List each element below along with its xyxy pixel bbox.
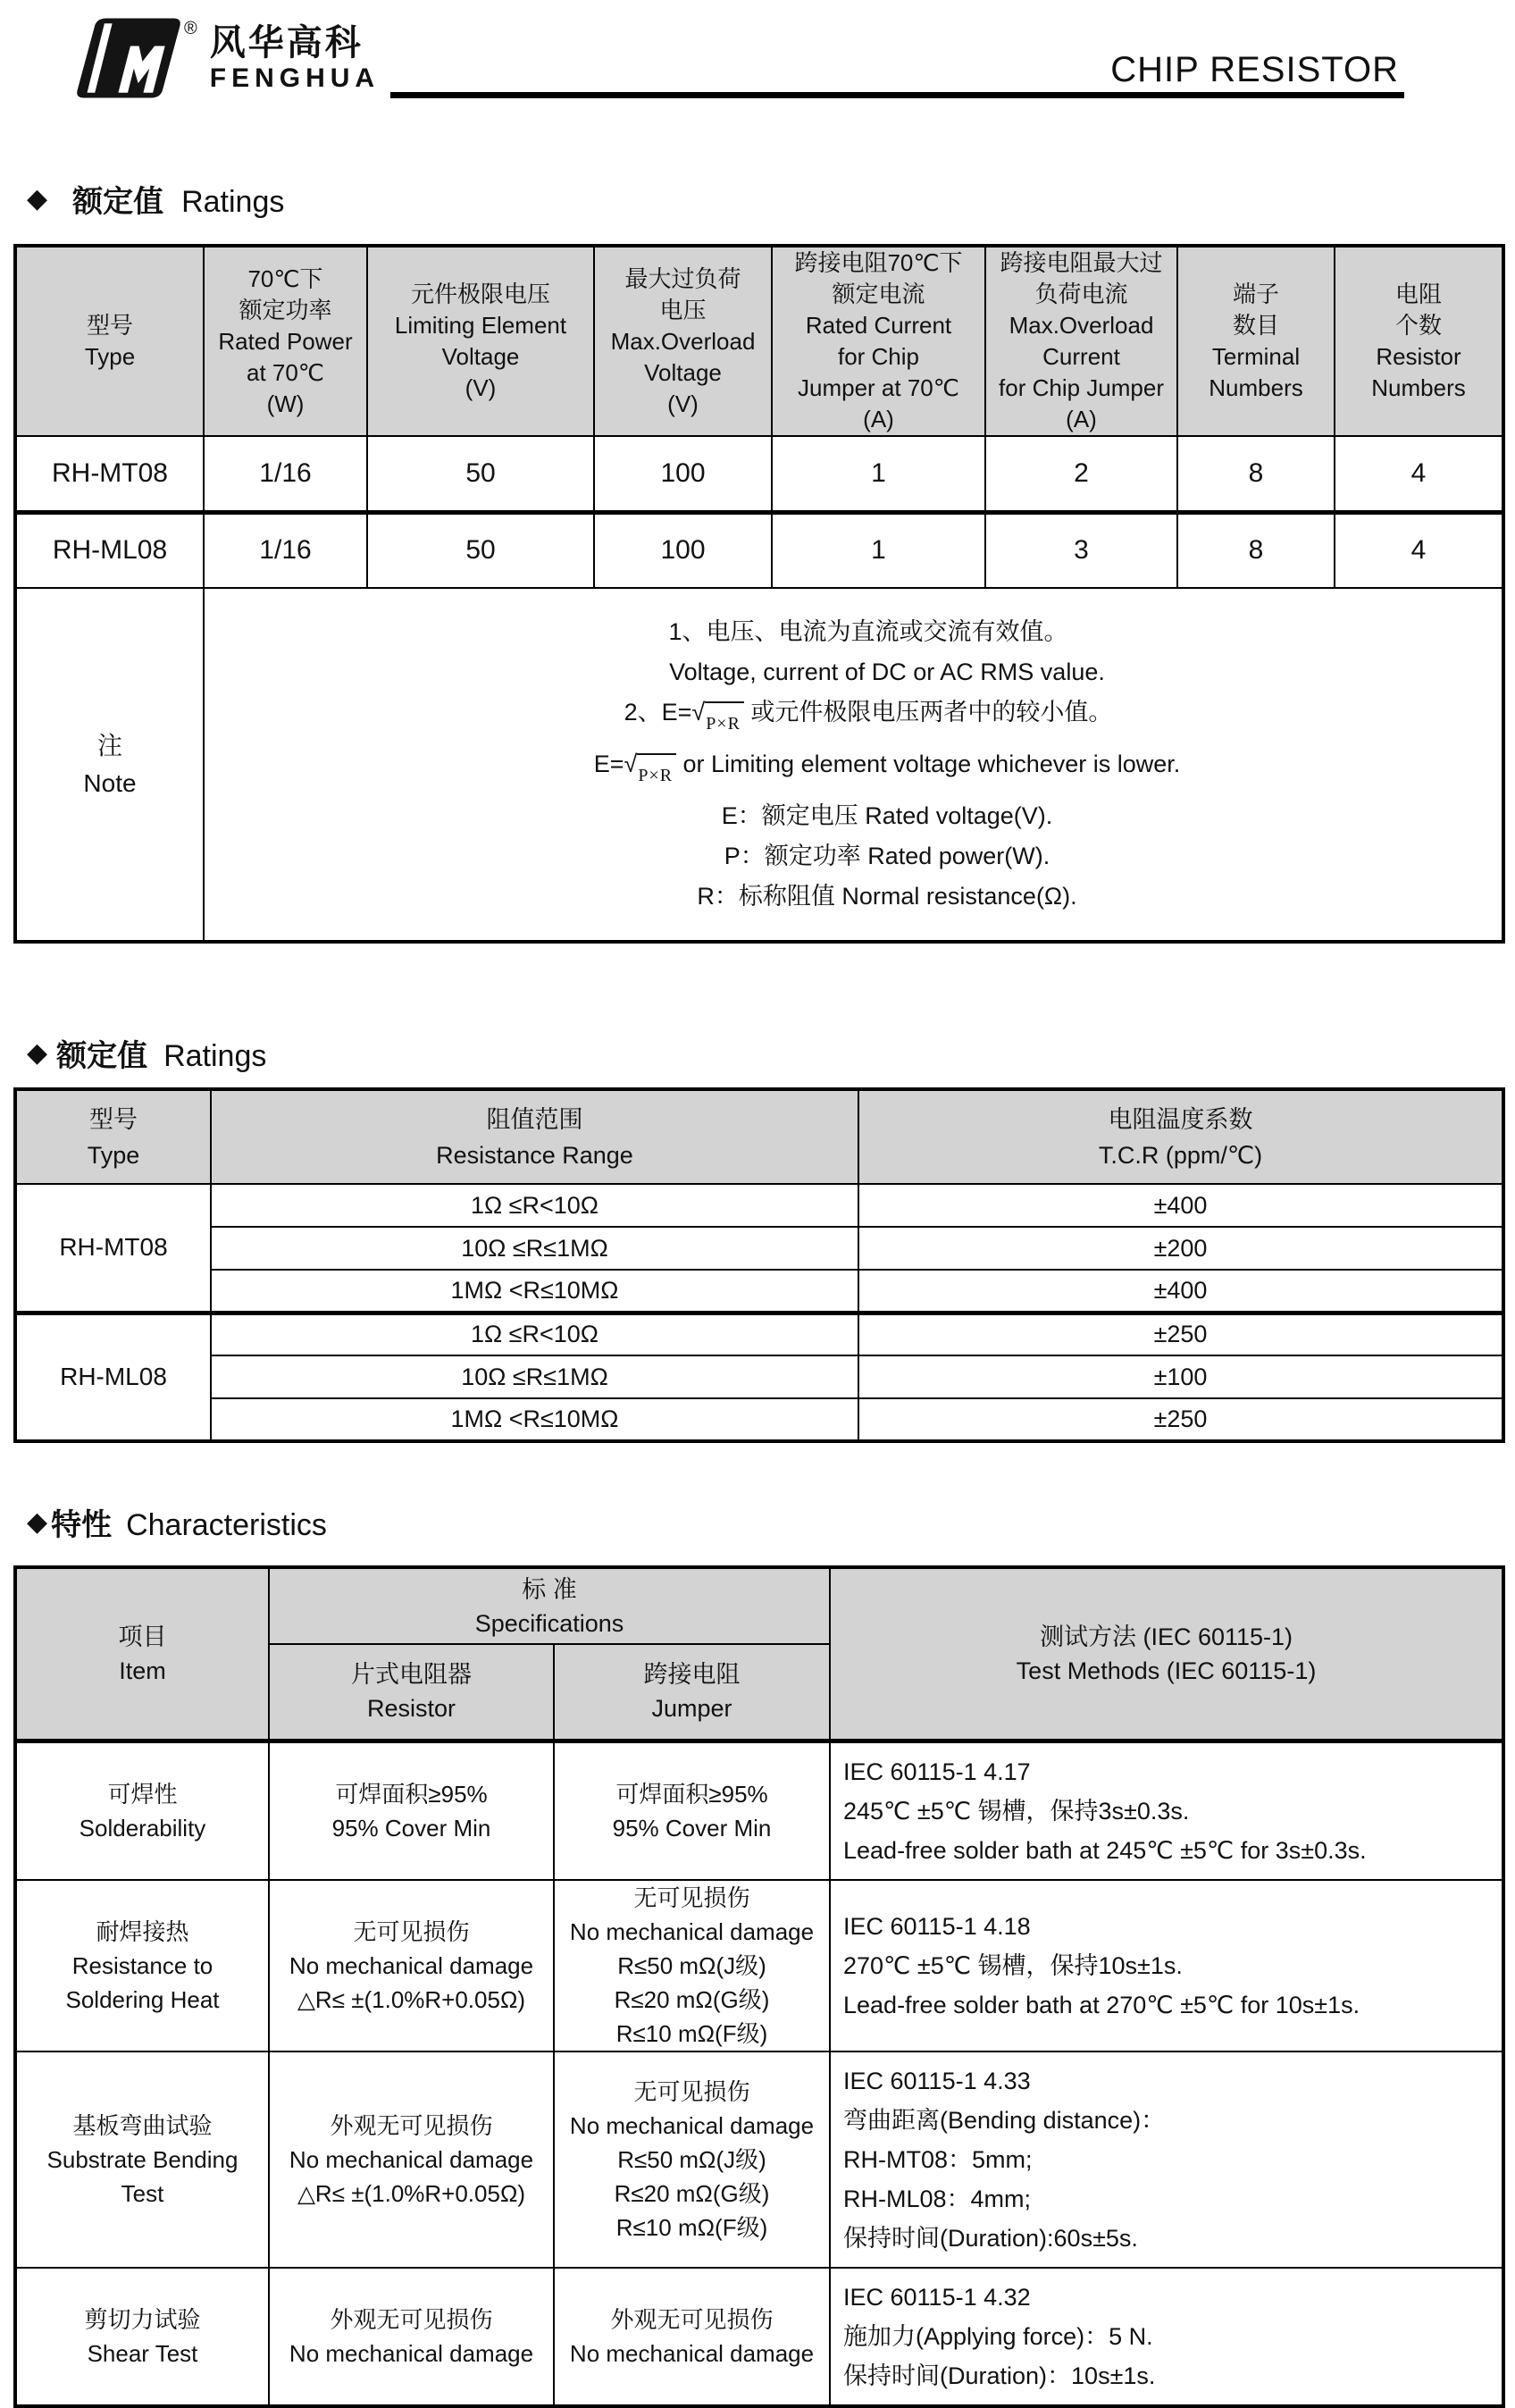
cell-resistance-range: 1MΩ <R≤10MΩ xyxy=(211,1398,858,1441)
cell-jumper-spec: 无可见损伤 No mechanical damage R≤50 mΩ(J级) R≤20 mΩ(G级) R≤10 mΩ(F级) xyxy=(554,2051,830,2268)
ratings1-row-rh-ml08 xyxy=(15,512,1503,588)
brand-text xyxy=(210,16,380,93)
cell-type-rh-ml08: RH-ML08 xyxy=(15,1313,211,1441)
cell-resistance-range: 1Ω ≤R<10Ω xyxy=(211,1184,858,1227)
cell-test-method: IEC 60115-1 4.18 270℃ ±5℃ 锡槽，保持10s±1s. Lead-free solder bath at 270℃ ±5℃ for 10s±1s. xyxy=(830,1880,1503,2051)
header-cell-max-overload-current: 跨接电阻最大过 负荷电流 Max.Overload Current for Chip Jumper (A) xyxy=(985,246,1177,436)
cell-type-rh-mt08: RH-MT08 xyxy=(15,1184,211,1313)
cell-max-overload-current: 2 xyxy=(985,436,1177,512)
section-heading-characteristics xyxy=(27,1500,1515,1544)
cell-resistor-numbers: 4 xyxy=(1335,436,1503,512)
cell-terminal-numbers: 8 xyxy=(1177,512,1335,588)
cell-item: 基板弯曲试验 Substrate Bending Test xyxy=(15,2051,269,2268)
cell-jumper-spec: 可焊面积≥95% 95% Cover Min xyxy=(554,1741,830,1880)
cell-test-method: IEC 60115-1 4.17 245℃ ±5℃ 锡槽，保持3s±0.3s. Lead-free solder bath at 245℃ ±5℃ for 3s±0.3s. xyxy=(830,1741,1503,1880)
diamond-bullet-icon: ◆ xyxy=(27,1038,48,1068)
header-cell-resistor-numbers: 电阻 个数 Resistor Numbers xyxy=(1335,246,1503,436)
section-title-cn: 额定值 xyxy=(72,185,164,219)
ratings2-row xyxy=(15,1227,1503,1270)
cell-resistance-range: 1Ω ≤R<10Ω xyxy=(211,1313,858,1355)
cell-resistance-range: 10Ω ≤R≤1MΩ xyxy=(211,1227,858,1270)
note-line-1: 1、电压、电流为直流或交流有效值。 xyxy=(668,618,1068,645)
cell-rated-power: 1/16 xyxy=(204,512,367,588)
cell-resistor-spec: 外观无可见损伤 No mechanical damage xyxy=(269,2268,554,2406)
section-title-en: Ratings xyxy=(163,1039,267,1073)
cell-terminal-numbers: 8 xyxy=(1177,436,1335,512)
ratings2-row xyxy=(15,1270,1503,1313)
characteristics-row-solderability xyxy=(15,1741,1503,1880)
characteristics-header-row-1 xyxy=(15,1567,1503,1644)
ratings2-row xyxy=(15,1355,1503,1398)
ratings-table-2 xyxy=(13,1087,1505,1443)
header-cell-jumper: 跨接电阻 Jumper xyxy=(554,1644,830,1741)
cell-tcr: ±400 xyxy=(858,1270,1503,1313)
ratings2-row xyxy=(15,1313,1503,1355)
section-title-cn: 特性 xyxy=(51,1508,113,1542)
note-line-3: 2、E= √ P×R 或元件极限电压两者中的较小值。 xyxy=(251,692,1486,744)
cell-tcr: ±100 xyxy=(858,1355,1503,1398)
characteristics-table xyxy=(13,1565,1505,2408)
section-title-cn: 额定值 xyxy=(56,1039,148,1073)
cell-item: 耐焊接热 Resistance to Soldering Heat xyxy=(15,1880,269,2051)
page-header xyxy=(0,0,1515,100)
cell-tcr: ±250 xyxy=(858,1313,1503,1355)
header-cell-specifications: 标 准 Specifications xyxy=(269,1567,830,1644)
document-title: CHIP RESISTOR xyxy=(1110,50,1399,89)
characteristics-row-soldering-heat xyxy=(15,1880,1503,2051)
header-cell-resistance-range: 阻值范围 Resistance Range xyxy=(211,1089,858,1184)
cell-test-method: IEC 60115-1 4.33 弯曲距离(Bending distance)： RH-MT08：5mm; RH-ML08：4mm; 保持时间(Duration):60s±5s. xyxy=(830,2051,1503,2268)
cell-resistance-range: 10Ω ≤R≤1MΩ xyxy=(211,1355,858,1398)
sqrt-formula: √ P×R xyxy=(624,751,677,796)
cell-item: 可焊性 Solderability xyxy=(15,1741,269,1880)
header-cell-resistor: 片式电阻器 Resistor xyxy=(269,1644,554,1741)
section-title-en: Characteristics xyxy=(126,1508,327,1542)
cell-rated-power: 1/16 xyxy=(204,436,367,512)
header-cell-rated-power: 70℃下 额定功率 Rated Power at 70℃ (W) xyxy=(204,246,367,436)
cell-type: RH-ML08 xyxy=(15,512,204,588)
brand-name-cn: 风华高科 xyxy=(209,23,364,63)
note-line-5: E：额定电压 Rated voltage(V). xyxy=(721,802,1053,829)
cell-limiting-voltage: 50 xyxy=(367,512,594,588)
cell-rated-current: 1 xyxy=(772,512,985,588)
cell-type: RH-MT08 xyxy=(15,436,204,512)
cell-resistor-spec: 外观无可见损伤 No mechanical damage △R≤ ±(1.0%R+0.05Ω) xyxy=(269,2051,554,2268)
registered-trademark-icon: ® xyxy=(184,19,197,38)
cell-item: 剪切力试验 Shear Test xyxy=(15,2268,269,2406)
cell-resistor-spec: 无可见损伤 No mechanical damage △R≤ ±(1.0%R+0.05Ω) xyxy=(269,1880,554,2051)
note-line-4: E= √ P×R or Limiting element voltage whichever is lower. xyxy=(251,744,1486,796)
characteristics-row-shear-test xyxy=(15,2268,1503,2406)
ratings-table-1 xyxy=(13,244,1505,944)
cell-resistor-spec: 可焊面积≥95% 95% Cover Min xyxy=(269,1741,554,1880)
header-rule xyxy=(390,92,1404,98)
fenghua-logo-icon xyxy=(75,16,182,100)
header-cell-max-overload-voltage: 最大过负荷 电压 Max.Overload Voltage (V) xyxy=(594,246,772,436)
header-cell-limiting-voltage: 元件极限电压 Limiting Element Voltage (V) xyxy=(367,246,594,436)
brand-logo xyxy=(75,16,380,100)
cell-tcr: ±400 xyxy=(858,1184,1503,1227)
note-line-7: R：标称阻值 Normal resistance(Ω). xyxy=(697,883,1077,910)
ratings2-row xyxy=(15,1398,1503,1441)
note-line-6: P：额定功率 Rated power(W). xyxy=(724,843,1050,869)
header-cell-rated-current: 跨接电阻70℃下 额定电流 Rated Current for Chip Jumper at 70℃ (A) xyxy=(772,246,985,436)
cell-limiting-voltage: 50 xyxy=(367,436,594,512)
section-heading-ratings-1 xyxy=(27,177,1515,221)
sqrt-formula: √ P×R xyxy=(691,699,744,744)
cell-tcr: ±250 xyxy=(858,1398,1503,1441)
note-body-cell xyxy=(204,588,1503,942)
cell-max-overload-voltage: 100 xyxy=(594,436,772,512)
cell-jumper-spec: 外观无可见损伤 No mechanical damage xyxy=(554,2268,830,2406)
header-cell-tcr: 电阻温度系数 T.C.R (ppm/℃) xyxy=(858,1089,1503,1184)
header-cell-terminal-numbers: 端子 数目 Terminal Numbers xyxy=(1177,246,1335,436)
cell-resistor-numbers: 4 xyxy=(1335,512,1503,588)
ratings1-header-row xyxy=(15,246,1503,436)
diamond-bullet-icon: ◆ xyxy=(27,184,48,214)
section-title-en: Ratings xyxy=(181,185,285,219)
cell-max-overload-voltage: 100 xyxy=(594,512,772,588)
note-label-cell: 注 Note xyxy=(15,588,204,942)
ratings1-note-row xyxy=(15,588,1503,942)
section-heading-ratings-2 xyxy=(27,1031,1515,1075)
header-cell-test-methods: 测试方法 (IEC 60115-1) Test Methods (IEC 60115-1) xyxy=(830,1567,1503,1741)
cell-test-method: IEC 60115-1 4.32 施加力(Applying force)：5 N. 保持时间(Duration)：10s±1s. xyxy=(830,2268,1503,2406)
cell-tcr: ±200 xyxy=(858,1227,1503,1270)
header-cell-item: 项目 Item xyxy=(15,1567,269,1741)
note-line-2: Voltage, current of DC or AC RMS value. xyxy=(669,659,1105,685)
header-cell-type: 型号 Type xyxy=(15,1089,211,1184)
ratings1-row-rh-mt08 xyxy=(15,436,1503,512)
diamond-bullet-icon: ◆ xyxy=(27,1507,48,1537)
ratings2-header-row xyxy=(15,1089,1503,1184)
brand-name-en: FENGHUA xyxy=(209,63,381,93)
ratings2-row xyxy=(15,1184,1503,1227)
cell-jumper-spec: 无可见损伤 No mechanical damage R≤50 mΩ(J级) R≤20 mΩ(G级) R≤10 mΩ(F级) xyxy=(554,1880,830,2051)
header-cell-type: 型号 Type xyxy=(15,246,204,436)
cell-rated-current: 1 xyxy=(772,436,985,512)
cell-resistance-range: 1MΩ <R≤10MΩ xyxy=(211,1270,858,1313)
cell-max-overload-current: 3 xyxy=(985,512,1177,588)
characteristics-row-substrate-bending xyxy=(15,2051,1503,2268)
